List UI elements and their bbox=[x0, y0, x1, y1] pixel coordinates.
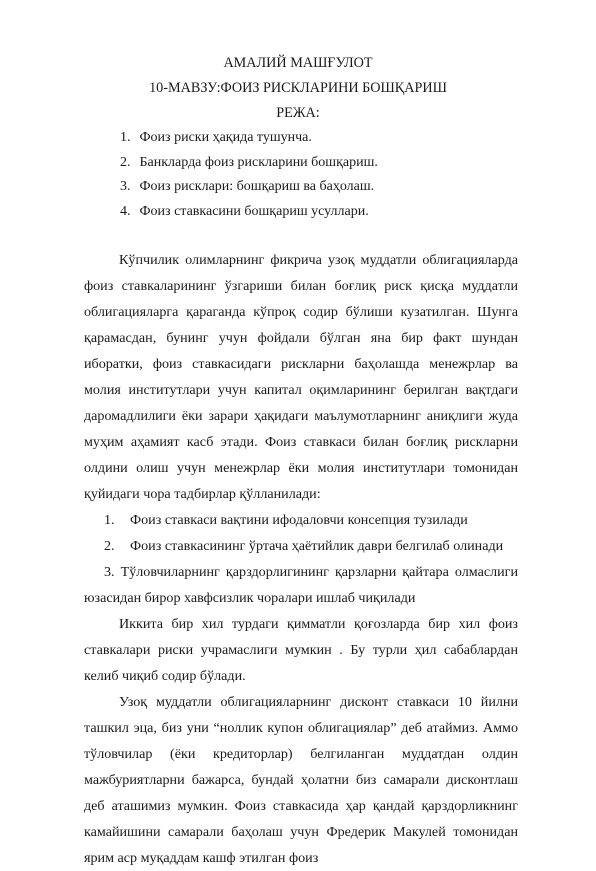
list-item bbox=[84, 533, 518, 559]
plan-heading: РЕЖА: bbox=[276, 105, 320, 121]
plan-item bbox=[120, 153, 378, 173]
body-text bbox=[84, 247, 518, 871]
list-item-text: Фоиз ставкаси вақтини ифодаловчи консепция тузилади bbox=[130, 512, 468, 528]
plan-item-number: 1. bbox=[120, 130, 131, 145]
plan-item-text: Фоиз риски ҳақида тушунча. bbox=[139, 130, 312, 145]
body-paragraph: Узоқ муддатли облигацияларнинг дисконт ставкаси 10 йилни ташкил эца, биз уни “ноллик купон облигациялар” деб атаймиз. Аммо тўловчилар (ёки кредиторлар) белгиланган муддатдан олдин мажбуриятларни бажарса, бундай ҳолатни биз самарали дисконтлаш деб аташимиз мумкин. Фоиз ставкасида ҳар қандай қарздорликнинг камайишини самарали баҳолаш учун Фредерик Макулей томонидан ярим аср муқаддам кашф этилган фоиз bbox=[84, 694, 518, 866]
plan-item-text: Фоиз ставкасини бошқариш усуллари. bbox=[139, 204, 369, 219]
plan-item bbox=[120, 202, 369, 222]
list-item bbox=[84, 507, 518, 533]
list-item-long: 3. Тўловчиларнинг қарздорлигининг қарзларни қайтара олмаслиги юзасидан бирор хавфсизлик чоралари ишлаб чиқилади bbox=[84, 564, 518, 606]
topic-heading: 10-МАВЗУ:ФОИЗ РИСКЛАРИНИ БОШҚАРИШ bbox=[149, 80, 447, 96]
plan-item-text: Фоиз рисклари: бошқариш ва баҳолаш. bbox=[139, 179, 375, 194]
list-item-text: Фоиз ставкасининг ўртача ҳаётийлик даври белгилаб олинади bbox=[130, 538, 504, 554]
plan-item bbox=[120, 177, 374, 197]
plan-item-number: 3. bbox=[120, 179, 131, 194]
list-item-number: 2. bbox=[104, 538, 115, 554]
body-paragraph: Кўпчилик олимларнинг фикрича узоқ муддатли облигацияларда фоиз ставкаларининг ўзгариши билан боғлиқ риск қисқа муддатли облигацияларга қараганда кўпроқ содир бўлиши кузатилган. Шунга қарамасдан, бунинг учун фойдали бўлган яна бир факт шундан иборатки, фоиз ставкасидаги рискларни баҳолашда менежрлар ва молия институтлари учун капитал оқимларининг берилган вақтдаги даромадлилиги ёки зарари ҳақидаги маълумотларнинг аниқлиги жуда муҳим аҳамият касб этади. Фоиз ставкаси билан боғлиқ рискларни олдини олиш учун менежрлар ёки молия институтлари томонидан қуйидаги чора тадбирлар қўлланилади: bbox=[84, 252, 518, 502]
list-item-number: 1. bbox=[104, 512, 115, 528]
plan-item bbox=[120, 128, 312, 148]
body-paragraph: Иккита бир хил турдаги қимматли қоғозларда бир хил фоиз ставкалари риски учрамаслиги мумкин . Бу турли ҳил сабаблардан келиб чиқиб содир бўлади. bbox=[84, 616, 518, 684]
document-title: АМАЛИЙ МАШҒУЛОТ bbox=[223, 55, 373, 71]
plan-item-text: Банкларда фоиз рискларини бошқариш. bbox=[139, 155, 378, 170]
plan-item-number: 2. bbox=[120, 155, 131, 170]
plan-item-number: 4. bbox=[120, 204, 131, 219]
